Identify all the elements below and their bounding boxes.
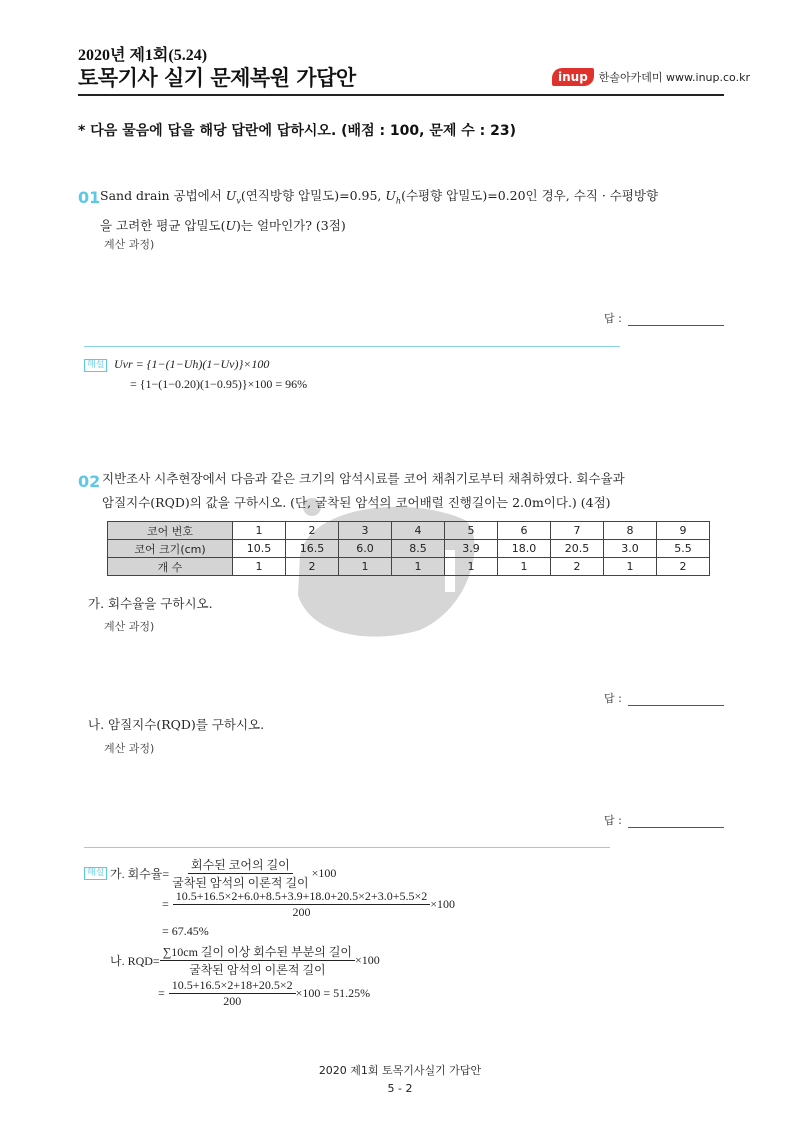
answer-line[interactable] (628, 315, 724, 326)
answer-label: 답 : (604, 692, 622, 705)
q1-text-a: Sand drain 공법에서 (100, 188, 226, 203)
fraction-denominator: 200 (292, 905, 311, 919)
q1-text-b: (연직방향 압밀도)=0.95, (240, 188, 386, 203)
fraction-numerator: ∑10cm 길이 이상 회수된 부분의 길이 (160, 943, 355, 961)
table-cell: 2 (286, 558, 339, 576)
fraction-numerator: 회수된 코어의 길이 (188, 856, 293, 874)
core-sample-table (107, 521, 710, 576)
table-cell: 3 (339, 522, 392, 540)
row-header: 코어 번호 (108, 522, 233, 540)
u-symbol: U (225, 217, 237, 233)
inup-logo: inup (552, 68, 594, 86)
table-cell: 1 (498, 558, 551, 576)
table-cell: 2 (551, 558, 604, 576)
table-cell: 8.5 (392, 540, 445, 558)
table-cell: 1 (392, 558, 445, 576)
row-header: 개 수 (108, 558, 233, 576)
brand-text: 한솔아카데미 www.inup.co.kr (598, 71, 750, 84)
answer-label: 답 : (604, 312, 622, 325)
solution-badge-1: 해설 (84, 359, 107, 372)
solution-b-result: ×100 = 51.25% (295, 986, 371, 1000)
exam-date: 2020년 제1회(5.24) (78, 47, 208, 64)
table-cell: 3.9 (445, 540, 498, 558)
solution-b-line-2: = $\frac{10.5+16.5\times 2+18+20.5\times 2}{200}$ ×100 = 51.25% (158, 978, 371, 1008)
table-cell: 5.5 (657, 540, 710, 558)
table-cell: 2 (286, 522, 339, 540)
fraction (160, 943, 355, 978)
fraction-denominator: 굴착된 암석의 이론적 길이 (189, 963, 326, 977)
instructions: * 다음 물음에 답을 해당 답란에 답하시오. (배점 : 100, 문제 수 : 23) (78, 123, 517, 139)
question-2-line-1: 지반조사 시추현장에서 다음과 같은 크기의 암석시료를 코어 채취기로부터 채취하였다. 회수율과 (102, 471, 625, 486)
table-cell: 6.0 (339, 540, 392, 558)
brand (552, 68, 750, 86)
table-cell: 6 (498, 522, 551, 540)
answer-field-2a[interactable] (604, 690, 724, 706)
question-1-line-1 (100, 184, 730, 214)
table-row (108, 522, 710, 540)
table-cell: 20.5 (551, 540, 604, 558)
question-number-1: 01 (78, 188, 101, 207)
q1-text-d: 을 고려한 평균 압밀도( (100, 217, 226, 233)
solution-divider-1 (84, 346, 620, 347)
table-cell: 1 (339, 558, 392, 576)
table-cell: 7 (551, 522, 604, 540)
solution-a-result: = 67.45% (162, 924, 209, 938)
row-header: 코어 크기(cm) (108, 540, 233, 558)
fraction-numerator: 10.5+16.5×2+6.0+8.5+3.9+18.0+20.5×2+3.0+5.5×2 (173, 889, 430, 905)
solution-a-line-2: = $\frac{10.5+16.5\times 2+6.0+8.5+3.9+18.0+20.5\times 2+3.0+5.5\times 2}{200}$ ×100 (162, 889, 456, 919)
fraction (173, 889, 430, 920)
solution-badge-2: 해설 (84, 867, 107, 880)
table-cell: 18.0 (498, 540, 551, 558)
table-cell: 4 (392, 522, 445, 540)
solution-b-label: 나. RQD= (110, 954, 160, 968)
question-1-text (100, 184, 730, 238)
uh-subscript: h (395, 196, 402, 206)
table-cell: 5 (445, 522, 498, 540)
times-100: ×100 (430, 897, 456, 911)
question-2-line-2: 암질지수(RQD)의 값을 구하시오. (단, 굴착된 암석의 코어배럴 진행길이는 2.0m이다.) (4점) (102, 495, 611, 510)
page-title: 토목기사 실기 문제복원 가답안 (78, 66, 356, 90)
answer-line[interactable] (628, 695, 724, 706)
question-1-line-2 (100, 214, 730, 238)
times-100: ×100 (311, 866, 337, 880)
table-cell: 3.0 (604, 540, 657, 558)
calc-label-2a: 계산 과정) (104, 620, 155, 633)
q1-solution-line-1: Uvr = {1−(1−Uh)(1−Uv)}×100 (114, 357, 270, 371)
solution-b-line-1 (110, 943, 380, 978)
calc-label-1: 계산 과정) (104, 238, 155, 251)
fraction-numerator: 10.5+16.5×2+18+20.5×2 (169, 978, 296, 994)
answer-field-1[interactable] (604, 310, 724, 326)
uv-subscript: v (236, 196, 241, 206)
question-number-2: 02 (78, 472, 101, 491)
answer-label: 답 : (604, 814, 622, 827)
table-cell: 1 (233, 558, 286, 576)
uh-symbol: U (385, 188, 396, 203)
header-divider (78, 94, 724, 96)
table-row (108, 558, 710, 576)
answer-field-2b[interactable] (604, 812, 724, 828)
table-cell: 1 (445, 558, 498, 576)
table-row (108, 540, 710, 558)
table-cell: 10.5 (233, 540, 286, 558)
q1-text-e: )는 얼마인가? (3점) (236, 217, 346, 233)
solution-a-line-1 (110, 856, 336, 891)
table-cell: 9 (657, 522, 710, 540)
solution-a-label: 가. 회수율= (110, 867, 170, 881)
fraction (169, 856, 312, 891)
fraction-denominator: 200 (223, 994, 242, 1008)
uv-symbol: U (225, 188, 237, 203)
solution-divider-2 (84, 847, 610, 848)
table-cell: 2 (657, 558, 710, 576)
question-2-text (102, 467, 742, 515)
sub-question-a: 가. 회수율을 구하시오. (88, 596, 213, 611)
table-cell: 8 (604, 522, 657, 540)
table-cell: 1 (604, 558, 657, 576)
times-100: ×100 (355, 953, 380, 967)
footer-title: 2020 제1회 토목기사실기 가답안 (318, 1064, 482, 1077)
table-cell: 16.5 (286, 540, 339, 558)
table-cell: 1 (233, 522, 286, 540)
sub-question-b: 나. 암질지수(RQD)를 구하시오. (88, 717, 265, 732)
fraction (169, 978, 296, 1009)
answer-line[interactable] (628, 817, 724, 828)
fraction-denominator: 굴착된 암석의 이론적 길이 (172, 876, 309, 890)
q1-text-c: (수평향 압밀도)=0.20인 경우, 수직 · 수평방향 (401, 188, 659, 203)
calc-label-2b: 계산 과정) (104, 742, 155, 755)
page-number: 5 - 2 (387, 1082, 413, 1095)
q1-solution-line-2: = {1−(1−0.20)(1−0.95)}×100 = 96% (130, 377, 308, 391)
